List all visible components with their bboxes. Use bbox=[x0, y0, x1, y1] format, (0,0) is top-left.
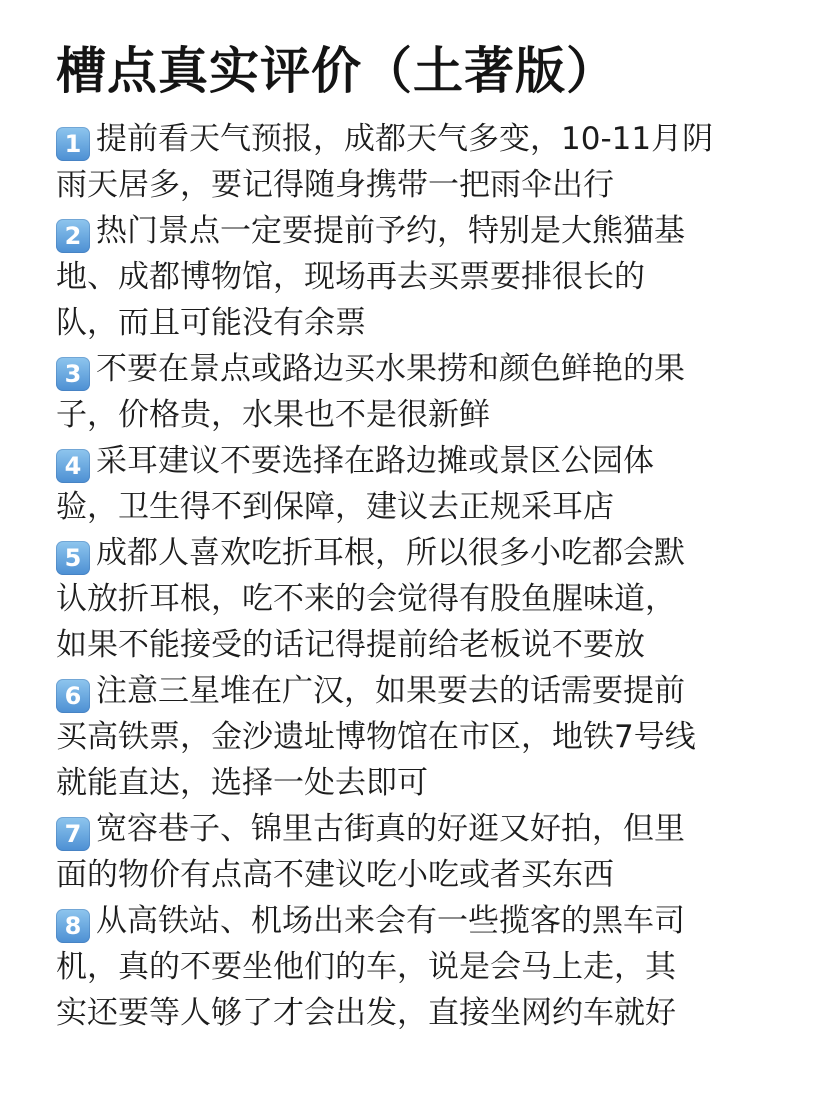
tip-line: 不要在景点或路边买水果捞和颜色鲜艳的果 bbox=[96, 351, 685, 387]
tip-item-8 bbox=[56, 898, 788, 1036]
number-1-badge-icon: 1 bbox=[56, 127, 90, 161]
tip-line: 买高铁票，金沙遗址博物馆在市区，地铁7号线 bbox=[56, 719, 696, 755]
page-title: 槽点真实评价（土著版） bbox=[56, 42, 617, 100]
tips-list bbox=[56, 116, 788, 1036]
tip-line: 采耳建议不要选择在路边摊或景区公园体 bbox=[96, 443, 654, 479]
number-3-badge-icon: 3 bbox=[56, 357, 90, 391]
tip-item-5 bbox=[56, 530, 788, 668]
tip-line: 注意三星堆在广汉，如果要去的话需要提前 bbox=[96, 673, 685, 709]
tip-line: 子，价格贵，水果也不是很新鲜 bbox=[56, 397, 490, 433]
number-7-badge-icon: 7 bbox=[56, 817, 90, 851]
tip-line: 如果不能接受的话记得提前给老板说不要放 bbox=[56, 627, 645, 663]
tip-line: 面的物价有点高不建议吃小吃或者买东西 bbox=[56, 857, 614, 893]
tip-item-6 bbox=[56, 668, 788, 806]
tip-line: 实还要等人够了才会出发，直接坐网约车就好 bbox=[56, 995, 676, 1031]
tip-line: 就能直达，选择一处去即可 bbox=[56, 765, 428, 801]
number-8-badge-icon: 8 bbox=[56, 909, 90, 943]
tip-item-2 bbox=[56, 208, 788, 346]
tip-line: 热门景点一定要提前予约，特别是大熊猫基 bbox=[96, 213, 685, 249]
tip-line: 地、成都博物馆，现场再去买票要排很长的 bbox=[56, 259, 645, 295]
tip-line: 验，卫生得不到保障，建议去正规采耳店 bbox=[56, 489, 614, 525]
tip-line: 成都人喜欢吃折耳根，所以很多小吃都会默 bbox=[96, 535, 685, 571]
tip-item-7 bbox=[56, 806, 788, 898]
number-2-badge-icon: 2 bbox=[56, 219, 90, 253]
number-5-badge-icon: 5 bbox=[56, 541, 90, 575]
number-6-badge-icon: 6 bbox=[56, 679, 90, 713]
tip-line: 宽容巷子、锦里古街真的好逛又好拍，但里 bbox=[96, 811, 685, 847]
tip-line: 从高铁站、机场出来会有一些揽客的黑车司 bbox=[96, 903, 685, 939]
tip-line: 雨天居多，要记得随身携带一把雨伞出行 bbox=[56, 167, 614, 203]
tip-line: 提前看天气预报，成都天气多变，10-11月阴 bbox=[96, 121, 714, 157]
tip-line: 机，真的不要坐他们的车，说是会马上走，其 bbox=[56, 949, 676, 985]
tip-line: 认放折耳根，吃不来的会觉得有股鱼腥味道， bbox=[56, 581, 676, 617]
tip-item-4 bbox=[56, 438, 788, 530]
tip-line: 队，而且可能没有余票 bbox=[56, 305, 366, 341]
tip-item-1 bbox=[56, 116, 788, 208]
tip-item-3 bbox=[56, 346, 788, 438]
number-4-badge-icon: 4 bbox=[56, 449, 90, 483]
